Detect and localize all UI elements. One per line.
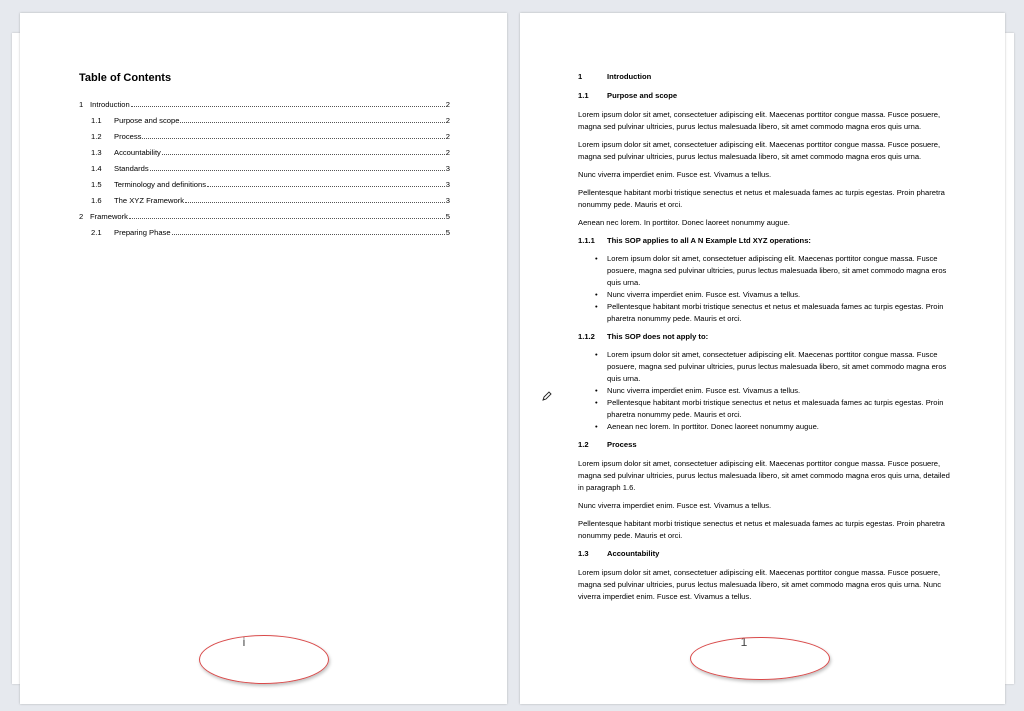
toc-entry-number: 1.1 xyxy=(91,116,102,125)
toc-entry-page: 2 xyxy=(445,132,450,141)
paragraph: Lorem ipsum dolor sit amet, consectetuer adipiscing elit. Maecenas porttitor congue massa. Fusce posuere, magna sed pulvinar ultricies, purus lectus malesuada libero, sit amet commodo magna eros quis urna, detailed in paragraph 1.6. xyxy=(578,459,950,492)
list-item: • Lorem ipsum dolor sit amet, consectetuer adipiscing elit. Maecenas porttitor congue massa. Fusce posuere, magna sed pulvinar ultricies, purus lectus malesuada libero, sit amet commodo magna eros quis urna. xyxy=(607,253,950,289)
bullet-list-not-apply xyxy=(578,349,950,433)
toc-leader-dots xyxy=(185,202,445,203)
heading-label: This SOP applies to all A N Example Ltd XYZ operations: xyxy=(607,236,811,245)
toc-entry-label: The XYZ Framework xyxy=(114,196,185,205)
toc-entry-number: 1.2 xyxy=(91,132,102,141)
heading-introduction xyxy=(578,71,950,83)
toc-entry-page: 2 xyxy=(445,148,450,157)
paragraph: Nunc viverra imperdiet enim. Fusce est. Vivamus a tellus. xyxy=(578,170,772,179)
toc-leader-dots xyxy=(172,234,445,235)
bullet-list-applies xyxy=(578,253,950,325)
toc-entry[interactable] xyxy=(79,157,450,173)
toc-entry-page: 5 xyxy=(445,228,450,237)
heading-number: 1.1.2 xyxy=(578,332,595,341)
paragraph: Lorem ipsum dolor sit amet, consectetuer adipiscing elit. Maecenas porttitor congue massa. Fusce posuere, magna sed pulvinar ultricies, purus lectus malesuada libero, sit amet commodo magna eros quis urna. xyxy=(578,110,941,131)
toc-entry-page: 5 xyxy=(445,212,450,221)
list-item: • Nunc viverra imperdiet enim. Fusce est. Vivamus a tellus. xyxy=(607,289,950,301)
pen-cursor-icon xyxy=(541,390,553,402)
toc-entry-label: Terminology and definitions xyxy=(114,180,207,189)
toc-leader-dots xyxy=(180,122,444,123)
toc-entry-label: Process xyxy=(114,132,142,141)
list-item: • Pellentesque habitant morbi tristique senectus et netus et malesuada fames ac turpis egestas. Proin pharetra nonummy pede. Mauris et orci. xyxy=(607,397,950,421)
toc-list xyxy=(79,93,450,237)
toc-leader-dots xyxy=(142,138,444,139)
list-item: • Aenean nec lorem. In porttitor. Donec laoreet nonummy augue. xyxy=(607,421,950,433)
toc-leader-dots xyxy=(162,154,445,155)
heading-label: Introduction xyxy=(607,72,652,81)
toc-entry-number: 1.5 xyxy=(91,180,102,189)
toc-entry-label: Accountability xyxy=(114,148,161,157)
toc-entry-label: Standards xyxy=(114,164,149,173)
highlight-circle-right xyxy=(690,637,830,680)
toc-entry[interactable] xyxy=(79,173,450,189)
toc-entry-page: 2 xyxy=(445,100,450,109)
paragraph: Nunc viverra imperdiet enim. Fusce est. Vivamus a tellus. xyxy=(578,501,772,510)
toc-entry-page: 2 xyxy=(445,116,450,125)
list-item: • Pellentesque habitant morbi tristique senectus et netus et malesuada fames ac turpis egestas. Proin pharetra nonummy pede. Mauris et orci. xyxy=(607,301,950,325)
paragraph: Lorem ipsum dolor sit amet, consectetuer adipiscing elit. Maecenas porttitor congue massa. Fusce posuere, magna sed pulvinar ultricies, purus lectus malesuada libero, sit amet commodo magna eros quis urna. Nunc viverra imperdiet enim. Fusce est. Vivamus a tellus. xyxy=(578,568,941,601)
toc-title: Table of Contents xyxy=(79,72,172,84)
toc-entry-number: 1.6 xyxy=(91,196,102,205)
heading-label: Accountability xyxy=(607,549,660,558)
toc-leader-dots xyxy=(129,218,445,219)
toc-entry-number: 2.1 xyxy=(91,228,102,237)
paragraph: Lorem ipsum dolor sit amet, consectetuer adipiscing elit. Maecenas porttitor congue massa. Fusce posuere, magna sed pulvinar ultricies, purus lectus malesuada libero, sit amet commodo magna eros quis urna. xyxy=(578,140,941,161)
heading-label: This SOP does not apply to: xyxy=(607,332,709,341)
heading-process xyxy=(578,439,950,451)
heading-number: 1 xyxy=(578,72,583,81)
heading-purpose-scope xyxy=(578,90,950,102)
heading-accountability xyxy=(578,548,950,560)
heading-label: Process xyxy=(607,440,637,449)
heading-label: Purpose and scope xyxy=(607,91,678,100)
list-item: • Lorem ipsum dolor sit amet, consectetuer adipiscing elit. Maecenas porttitor congue massa. Fusce posuere, magna sed pulvinar ultricies, purus lectus malesuada libero, sit amet commodo magna eros quis urna. xyxy=(607,349,950,385)
toc-entry[interactable] xyxy=(79,125,450,141)
toc-entry[interactable] xyxy=(79,109,450,125)
toc-entry-page: 3 xyxy=(445,196,450,205)
footer-page-number-left: i xyxy=(242,635,246,649)
toc-entry-number: 2 xyxy=(79,212,84,221)
toc-leader-dots xyxy=(150,170,445,171)
heading-number: 1.2 xyxy=(578,440,589,449)
toc-entry-label: Framework xyxy=(90,212,128,221)
toc-entry-number: 1.4 xyxy=(91,164,102,173)
heading-number: 1.1.1 xyxy=(578,236,595,245)
highlight-circle-left xyxy=(199,635,329,684)
toc-entry[interactable] xyxy=(79,93,450,109)
heading-number: 1.1 xyxy=(578,91,589,100)
toc-entry-label: Preparing Phase xyxy=(114,228,171,237)
previous-page-edge xyxy=(12,33,20,684)
toc-entry-label: Purpose and scope xyxy=(114,116,180,125)
toc-leader-dots xyxy=(207,186,445,187)
heading-number: 1.3 xyxy=(578,549,589,558)
heading-sop-applies xyxy=(578,235,950,247)
toc-entry[interactable] xyxy=(79,205,450,221)
toc-entry-page: 3 xyxy=(445,180,450,189)
toc-entry[interactable] xyxy=(79,189,450,205)
page-body[interactable] xyxy=(520,13,1005,704)
paragraph: Aenean nec lorem. In porttitor. Donec laoreet nonummy augue. xyxy=(578,218,790,227)
list-item: • Nunc viverra imperdiet enim. Fusce est. Vivamus a tellus. xyxy=(607,385,950,397)
toc-entry-label: Introduction xyxy=(90,100,130,109)
paragraph: Pellentesque habitant morbi tristique senectus et netus et malesuada fames ac turpis egestas. Proin pharetra nonummy pede. Mauris et orci. xyxy=(578,188,945,209)
toc-entry[interactable] xyxy=(79,221,450,237)
heading-sop-not-apply xyxy=(578,331,950,343)
page-toc[interactable] xyxy=(20,13,507,704)
document-body xyxy=(578,71,950,609)
footer-page-number-right: 1 xyxy=(740,635,748,649)
next-page-edge xyxy=(1005,33,1014,684)
toc-entry[interactable] xyxy=(79,141,450,157)
toc-entry-number: 1 xyxy=(79,100,84,109)
toc-entry-number: 1.3 xyxy=(91,148,102,157)
paragraph: Pellentesque habitant morbi tristique senectus et netus et malesuada fames ac turpis egestas. Proin pharetra nonummy pede. Mauris et orci. xyxy=(578,519,945,540)
toc-leader-dots xyxy=(131,106,445,107)
toc-entry-page: 3 xyxy=(445,164,450,173)
